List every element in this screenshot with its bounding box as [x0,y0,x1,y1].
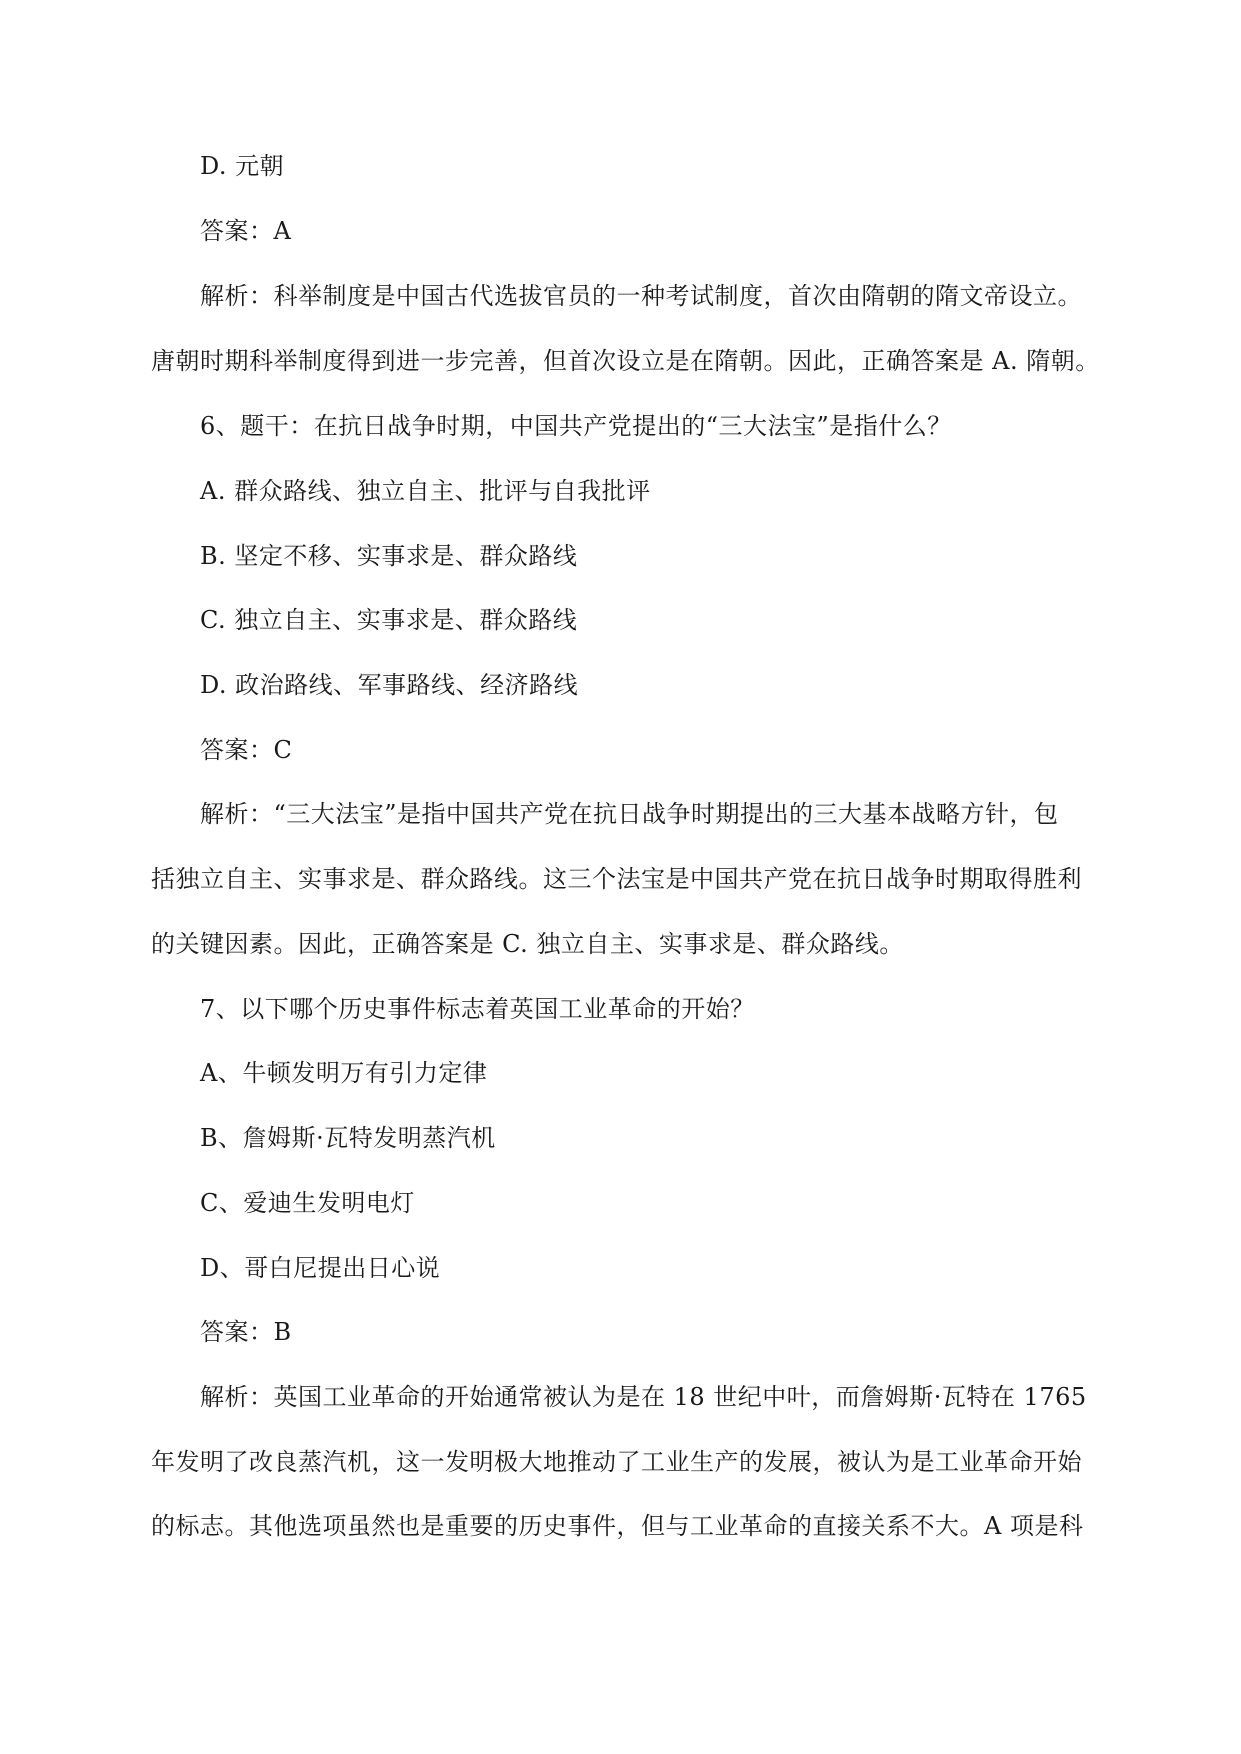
question-7-stem: 7、以下哪个历史事件标志着英国工业革命的开始？ [200,995,755,1023]
explanation-q6-line-3: 的关键因素。因此，正确答案是 C. 独立自主、实事求是、群众路线。 [151,930,904,958]
explanation-q7-line-2: 年发明了改良蒸汽机，这一发明极大地推动了工业生产的发展，被认为是工业革命开始 [151,1448,1082,1476]
explanation-q6-line-1: 解析：“三大法宝”是指中国共产党在抗日战争时期提出的三大基本战略方针，包 [200,800,1059,828]
explanation-q5-line-1: 解析：科举制度是中国古代选拔官员的一种考试制度，首次由隋朝的隋文帝设立。 [200,282,1082,310]
option-a-q7: A、牛顿发明万有引力定律 [200,1059,488,1087]
explanation-q6-line-2: 括独立自主、实事求是、群众路线。这三个法宝是中国共产党在抗日战争时期取得胜利 [151,865,1082,893]
option-b-q7: B、詹姆斯·瓦特发明蒸汽机 [200,1124,496,1152]
explanation-q7-line-3: 的标志。其他选项虽然也是重要的历史事件，但与工业革命的直接关系不大。A 项是科 [151,1512,1084,1540]
option-d-q7: D、哥白尼提出日心说 [200,1254,441,1282]
option-a-q6: A. 群众路线、独立自主、批评与自我批评 [200,477,651,505]
option-c-q7: C、爱迪生发明电灯 [200,1189,415,1217]
explanation-q5-line-2: 唐朝时期科举制度得到进一步完善，但首次设立是在隋朝。因此，正确答案是 A. 隋朝。 [151,347,1100,375]
option-b-q6: B. 坚定不移、实事求是、群众路线 [200,542,578,570]
option-d-q6: D. 政治路线、军事路线、经济路线 [200,671,579,699]
question-6-stem: 6、题干：在抗日战争时期，中国共产党提出的“三大法宝”是指什么？ [200,412,952,440]
answer-q6: 答案：C [200,736,293,764]
option-d-q5: D. 元朝 [200,152,285,180]
answer-q5: 答案：A [200,217,292,245]
answer-q7: 答案：B [200,1318,292,1346]
explanation-q7-line-1: 解析：英国工业革命的开始通常被认为是在 18 世纪中叶，而詹姆斯·瓦特在 1765 [200,1383,1087,1411]
option-c-q6: C. 独立自主、实事求是、群众路线 [200,606,578,634]
